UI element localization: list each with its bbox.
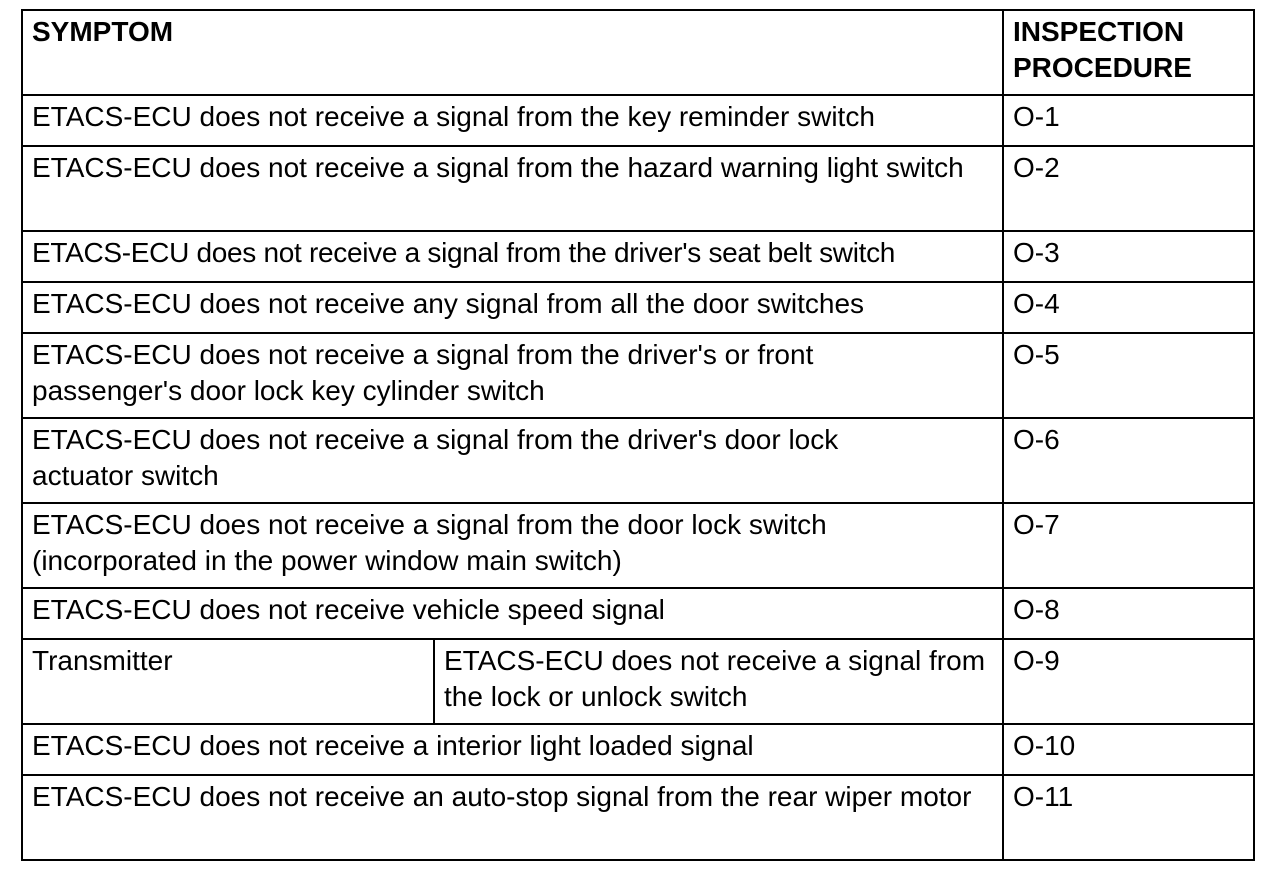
category-cell: Transmitter <box>22 639 434 724</box>
table-row <box>22 775 1254 860</box>
symptom-text: ETACS-ECU does not receive an auto-stop signal from the rear wiper motor <box>32 781 972 812</box>
symptom-cell <box>22 503 1003 588</box>
procedure-cell: O-2 <box>1003 146 1254 231</box>
symptom-cell: ETACS-ECU does not receive any signal from all the door switches <box>22 282 1003 333</box>
procedure-cell: O-1 <box>1003 95 1254 146</box>
symptom-cell: ETACS-ECU does not receive a interior light loaded signal <box>22 724 1003 775</box>
symptom-cell: ETACS-ECU does not receive a signal from the hazard warning light switch <box>22 146 1003 231</box>
procedure-cell: O-3 <box>1003 231 1254 282</box>
procedure-cell: O-6 <box>1003 418 1254 503</box>
symptom-text: ETACS-ECU does not receive a signal from the driver's door lock actuator switch <box>32 424 839 491</box>
table-row <box>22 146 1254 231</box>
procedure-cell: O-4 <box>1003 282 1254 333</box>
procedure-cell: O-11 <box>1003 775 1254 860</box>
symptom-text: ETACS-ECU does not receive a signal from the door lock switch (incorporated in the power window main switch) <box>32 509 827 576</box>
table-row <box>22 639 1254 724</box>
procedure-cell: O-8 <box>1003 588 1254 639</box>
symptom-cell <box>22 418 1003 503</box>
symptom-cell <box>22 775 1003 860</box>
procedure-cell: O-9 <box>1003 639 1254 724</box>
table-row <box>22 95 1254 146</box>
table-row <box>22 724 1254 775</box>
table-row <box>22 588 1254 639</box>
procedure-header-line1: INSPECTION <box>1013 16 1185 47</box>
procedure-cell: O-5 <box>1003 333 1254 418</box>
header-row <box>22 10 1254 95</box>
table-row <box>22 231 1254 282</box>
symptom-cell: ETACS-ECU does not receive a signal from the driver's seat belt switch <box>22 231 1003 282</box>
table-row <box>22 333 1254 418</box>
symptom-table <box>21 9 1255 861</box>
procedure-cell: O-7 <box>1003 503 1254 588</box>
symptom-text: ETACS-ECU does not receive a signal from the driver's or front passenger's door lock key cylinder switch <box>32 339 814 406</box>
procedure-cell: O-10 <box>1003 724 1254 775</box>
inspection-procedure-header <box>1003 10 1254 95</box>
symptom-cell <box>22 333 1003 418</box>
table-row <box>22 418 1254 503</box>
symptom-header: SYMPTOM <box>22 10 1003 95</box>
symptom-cell: ETACS-ECU does not receive vehicle speed signal <box>22 588 1003 639</box>
table-row <box>22 503 1254 588</box>
procedure-header-line2: PROCEDURE <box>1013 52 1192 83</box>
symptom-cell: ETACS-ECU does not receive a signal from the key reminder switch <box>22 95 1003 146</box>
symptom-cell: ETACS-ECU does not receive a signal from the lock or unlock switch <box>434 639 1003 724</box>
table-row <box>22 282 1254 333</box>
